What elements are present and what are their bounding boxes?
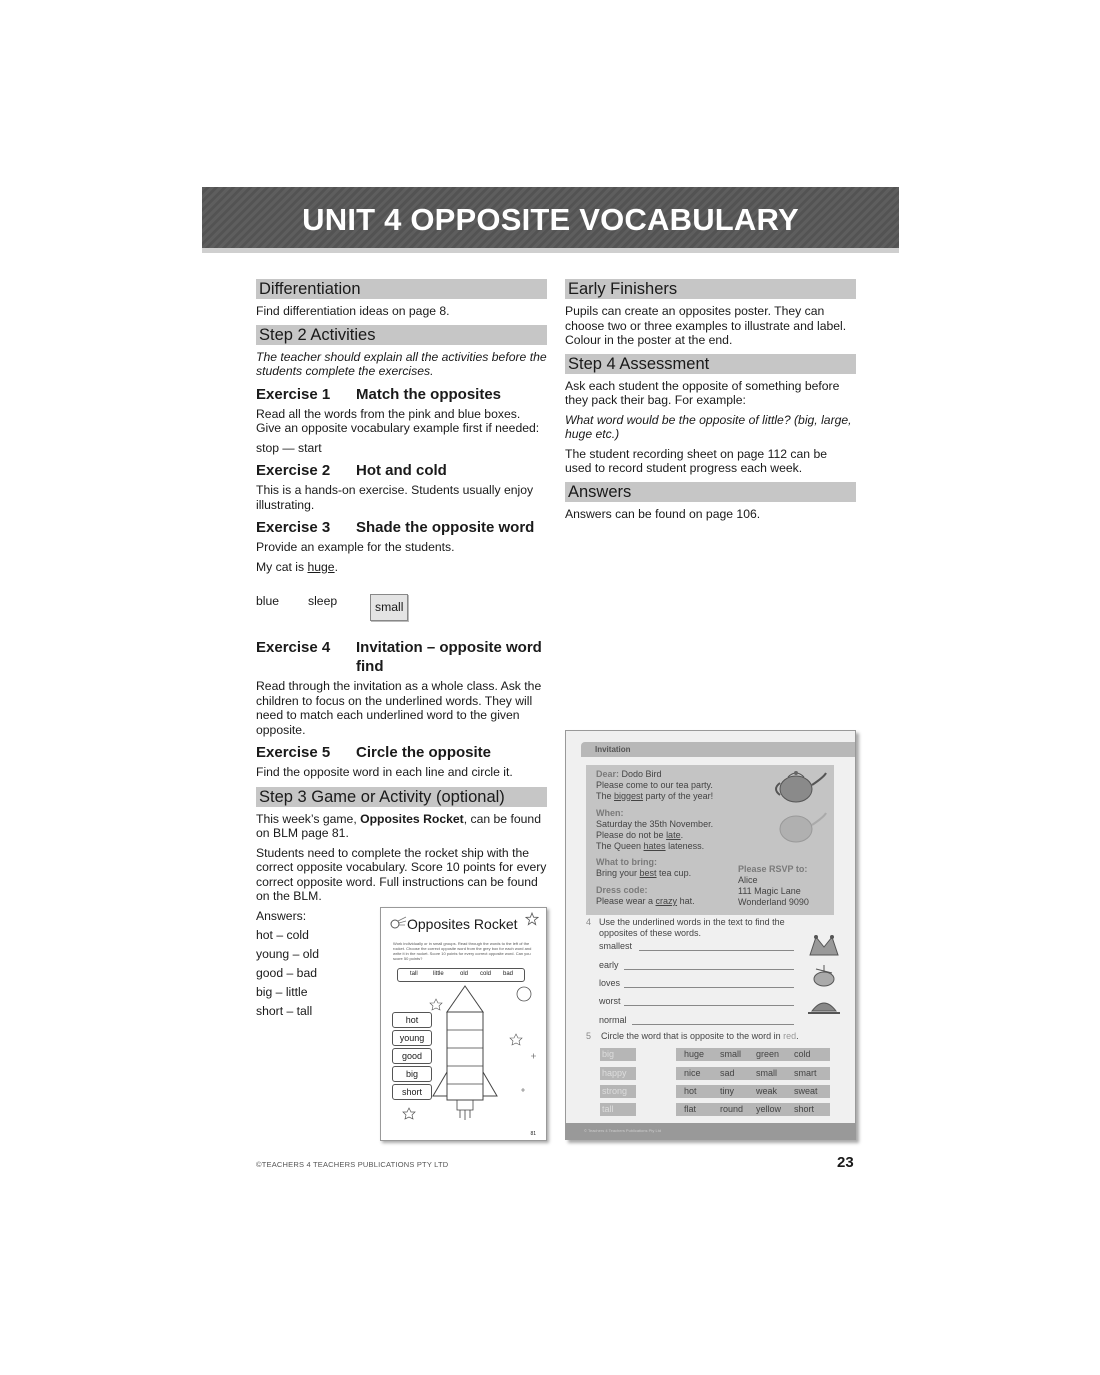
circle-row xyxy=(598,1067,833,1080)
exercise-title: Circle the opposite xyxy=(356,744,492,761)
red-target-word: strong xyxy=(600,1085,636,1098)
dress-label: Dress code: xyxy=(596,885,648,895)
right-column xyxy=(565,279,856,526)
answer-item: hot – cold xyxy=(256,927,309,942)
option-word: smart xyxy=(794,1068,817,1078)
answer-line xyxy=(599,1015,799,1025)
exercise-3-sentence xyxy=(256,560,547,575)
step2-intro: The teacher should explain all the activities before the students complete the exercises. xyxy=(256,349,547,378)
invitation-thumbnail xyxy=(565,730,856,1140)
exercise-title: Invitation – opposite word find xyxy=(356,639,542,675)
rocket-word-box: hot xyxy=(392,1012,432,1028)
text-part: The Queen xyxy=(596,841,644,851)
word-bank-item: tall xyxy=(410,971,418,977)
differentiation-text: Find differentiation ideas on page 8. xyxy=(256,304,450,318)
exercise-3-text: Provide an example for the students. xyxy=(256,540,455,554)
option-word: weak xyxy=(756,1086,778,1096)
text-part: . xyxy=(680,830,684,840)
shade-example-row xyxy=(256,590,547,618)
dear-label: Dear: xyxy=(596,769,620,779)
question-word: smallest xyxy=(599,941,633,951)
option-word: green xyxy=(756,1049,780,1059)
answer-item: good – bad xyxy=(256,965,317,980)
exercise-1-text: Read all the words from the pink and blue boxes. Give an opposite vocabulary example first if needed: xyxy=(256,406,540,435)
option-word: round xyxy=(720,1104,744,1114)
invitation-dress-block xyxy=(596,885,695,907)
option-word: nice xyxy=(684,1068,701,1078)
exercise-4-text: Read through the invitation as a whole class. Ask the children to focus on the underlined words. They will need to match each underlined word to the given opposite. xyxy=(256,679,542,737)
text-part: Circle the word that is opposite to the word in xyxy=(601,1031,784,1041)
answer-item: young – old xyxy=(256,946,320,961)
question-5-text xyxy=(601,1031,836,1042)
exercise-title: Shade the opposite word xyxy=(356,519,535,536)
invitation-rsvp-block xyxy=(738,864,809,908)
circle-row xyxy=(598,1103,833,1116)
sentence-part: . xyxy=(334,559,338,574)
rsvp-label: Please RSVP to: xyxy=(738,864,808,874)
opposites-rocket-thumbnail xyxy=(380,907,547,1141)
question-word: early xyxy=(599,960,619,970)
step3-paragraph-1 xyxy=(256,812,547,841)
early-finishers-heading: Early Finishers xyxy=(565,279,856,299)
exercise-number: Exercise 4 xyxy=(256,639,331,656)
early-finishers-text: Pupils can create an opposites poster. They can choose two or three examples to illustrate and label. Colour in the poster at the end. xyxy=(565,304,847,347)
sentence-part: My cat is xyxy=(256,559,308,574)
text-part: Please wear a xyxy=(596,896,656,906)
invitation-line: Saturday the 35th November. xyxy=(596,819,714,829)
shade-word: sleep xyxy=(308,594,338,608)
text-part: lateness. xyxy=(665,841,705,851)
options xyxy=(676,1048,830,1061)
exercise-number: Exercise 2 xyxy=(256,462,331,479)
underlined-word: crazy xyxy=(655,896,678,906)
word-bank-item: old xyxy=(460,971,469,977)
text-part: Bring your xyxy=(596,868,640,878)
exercise-4-heading xyxy=(256,638,547,676)
comet-icon xyxy=(389,916,407,930)
option-word: small xyxy=(756,1068,778,1078)
answers-heading: Answers xyxy=(565,482,856,502)
exercise-number: Exercise 1 xyxy=(256,385,331,403)
invitation-bring-block xyxy=(596,857,691,879)
when-label: When: xyxy=(596,808,624,818)
step4-question: What word would be the opposite of little? (big, large, huge etc.) xyxy=(565,412,852,441)
exercise-1-heading xyxy=(256,385,547,404)
invitation-when-block xyxy=(596,808,713,852)
text-part: , can be found on BLM page 81. xyxy=(256,811,541,840)
option-word: small xyxy=(720,1049,742,1059)
hats-illustration xyxy=(804,933,844,1033)
shaded-answer-word: small xyxy=(370,594,408,621)
option-word: huge xyxy=(684,1049,705,1059)
bring-label: What to bring: xyxy=(596,857,657,867)
game-name: Opposites Rocket xyxy=(360,811,464,826)
option-word: short xyxy=(794,1104,815,1114)
answers-label: Answers: xyxy=(256,908,307,923)
step3-heading: Step 3 Game or Activity (optional) xyxy=(256,787,547,807)
answer-item: big – little xyxy=(256,984,308,999)
question-word: worst xyxy=(599,996,621,1006)
rsvp-name: Alice xyxy=(738,875,758,885)
rocket-word-box: big xyxy=(392,1066,432,1082)
exercise-number: Exercise 3 xyxy=(256,519,331,536)
text-part: The xyxy=(596,791,615,801)
answer-line xyxy=(599,941,799,951)
answers-text: Answers can be found on page 106. xyxy=(565,506,761,521)
text-part: tea cup. xyxy=(656,868,692,878)
step2-heading: Step 2 Activities xyxy=(256,325,547,345)
text-part: This week’s game, xyxy=(256,811,361,826)
exercise-1-example: stop — start xyxy=(256,440,322,455)
option-word: sweat xyxy=(794,1086,818,1096)
rsvp-address: 111 Magic Lane xyxy=(738,886,801,896)
exercise-title: Match the opposites xyxy=(356,385,502,403)
rocket-instructions: Work individually or in small groups. Read through the words to the left of the rocket. Choose the correct opposite word from the grey box for each word and write it in the rocket. Score 10 points for every correct opposite word. Can you score 50 points? xyxy=(393,941,532,961)
option-word: sad xyxy=(720,1068,735,1078)
star-icon xyxy=(525,912,539,926)
invitation-footer: © Teachers 4 Teachers Publications Pty Ltd xyxy=(566,1123,855,1139)
answer-line xyxy=(599,960,799,970)
question-5 xyxy=(586,1031,836,1042)
question-number: 4 xyxy=(586,917,592,927)
answer-line xyxy=(599,978,799,988)
options xyxy=(676,1085,830,1098)
underlined-word: hates xyxy=(643,841,666,851)
text-part: party of the year! xyxy=(643,791,714,801)
word-bank-item: cold xyxy=(480,971,492,977)
options xyxy=(676,1103,830,1116)
question-word: normal xyxy=(599,1015,627,1025)
option-word: yellow xyxy=(756,1104,782,1114)
invitation-card xyxy=(586,765,834,915)
rocket-word-box: good xyxy=(392,1048,432,1064)
option-word: tiny xyxy=(720,1086,735,1096)
exercise-2-text: This is a hands-on exercise. Students usually enjoy illustrating. xyxy=(256,483,534,512)
option-word: flat xyxy=(684,1104,697,1114)
exercise-5-text: Find the opposite word in each line and circle it. xyxy=(256,765,513,779)
red-word: red xyxy=(783,1031,797,1041)
step4-text: Ask each student the opposite of something before they pack their bag. For example: xyxy=(565,378,840,407)
word-bank-item: bad xyxy=(503,971,514,977)
exercise-number: Exercise 5 xyxy=(256,744,331,761)
shade-word: blue xyxy=(256,594,280,608)
text-part: Please do not be xyxy=(596,830,667,840)
sentence-underlined-word: huge xyxy=(307,559,335,574)
rocket-title: Opposites Rocket xyxy=(407,916,518,932)
underlined-word: biggest xyxy=(614,791,644,801)
exercise-5-heading xyxy=(256,743,547,762)
option-word: cold xyxy=(794,1049,811,1059)
step4-text-2: The student recording sheet on page 112 can be used to record student progress each week. xyxy=(565,446,827,475)
options xyxy=(676,1067,830,1080)
rocket-page-number: 81 xyxy=(530,1131,536,1137)
rocket-word-box: short xyxy=(392,1084,432,1100)
copyright: ©TEACHERS 4 TEACHERS PUBLICATIONS PTY LTD xyxy=(256,1160,449,1169)
circle-row xyxy=(598,1085,833,1098)
exercise-2-heading xyxy=(256,461,547,480)
underlined-word: late xyxy=(666,830,681,840)
word-bank-item: little xyxy=(433,971,444,977)
unit-title: UNIT 4 OPPOSITE VOCABULARY xyxy=(302,202,799,237)
red-target-word: happy xyxy=(600,1067,636,1080)
unit-banner xyxy=(202,187,899,253)
option-word: hot xyxy=(684,1086,697,1096)
underlined-word: best xyxy=(639,868,657,878)
step4-heading: Step 4 Assessment xyxy=(565,354,856,374)
circle-row xyxy=(598,1048,833,1061)
answer-line xyxy=(599,996,799,1006)
red-target-word: big xyxy=(600,1048,636,1061)
exercise-title: Hot and cold xyxy=(356,462,447,479)
question-4-text: Use the underlined words in the text to find the opposites of these words. xyxy=(599,917,785,938)
invitation-line: Please come to our tea party. xyxy=(596,780,713,790)
invitation-tab: Invitation xyxy=(581,742,855,757)
text-part: hat. xyxy=(677,896,695,906)
dear-name: Dodo Bird xyxy=(621,769,662,779)
invitation-dear-block xyxy=(596,769,713,802)
differentiation-heading: Differentiation xyxy=(256,279,547,299)
rsvp-address: Wonderland 9090 xyxy=(738,897,809,907)
exercise-3-heading xyxy=(256,518,547,537)
red-target-word: tall xyxy=(600,1103,636,1116)
answer-item: short – tall xyxy=(256,1003,313,1018)
rocket-word-bank xyxy=(397,968,525,982)
step3-paragraph-2: Students need to complete the rocket ship with the correct opposite vocabulary. Score 10 points for every correct opposite word. Full instructions can be found on the BLM. xyxy=(256,845,547,903)
question-number: 5 xyxy=(586,1031,592,1041)
question-4 xyxy=(586,917,806,939)
rocket-word-box: young xyxy=(392,1030,432,1046)
teapot-icon xyxy=(768,767,830,859)
question-word: loves xyxy=(599,978,621,988)
page-number: 23 xyxy=(837,1154,854,1171)
text-part: . xyxy=(796,1031,799,1041)
